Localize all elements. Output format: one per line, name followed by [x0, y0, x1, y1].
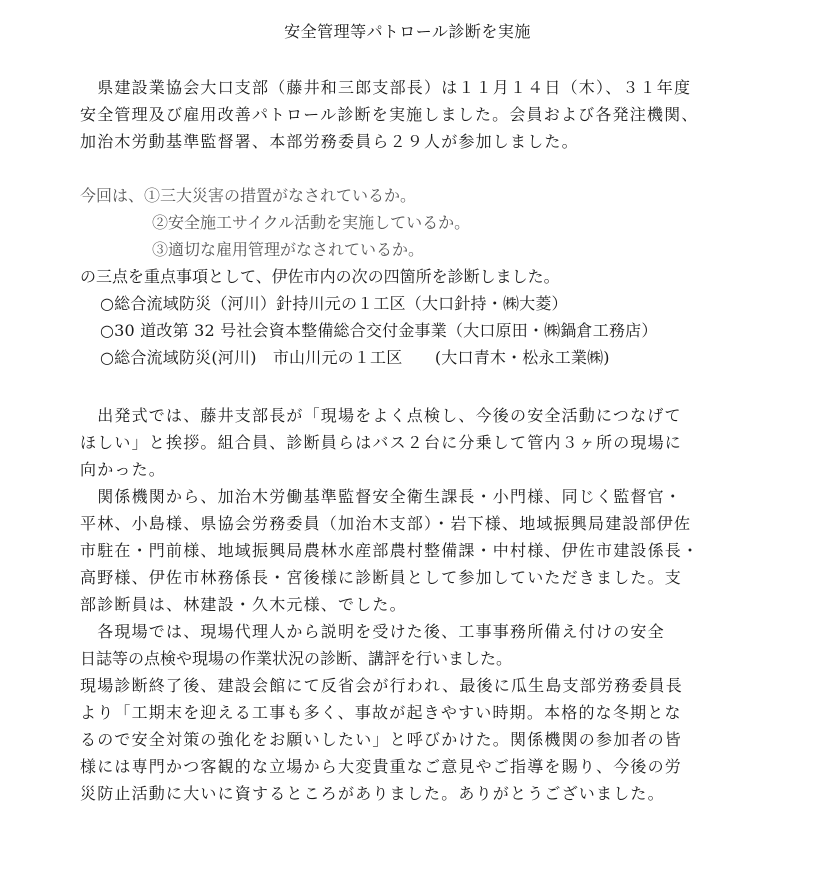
site-item: ○総合流域防災（河川）針持川元の１工区（大口針持・㈱大菱）	[100, 294, 568, 313]
focus-summary: の三点を重点事項として、伊佐市内の次の四箇所を診断しました。	[80, 267, 560, 286]
body-line: るので安全対策の強化をお願いしたい」と呼びかけた。関係機関の参加者の皆	[80, 730, 683, 749]
body-line: 日誌等の点検や現場の作業状況の診断、講評を行いました。	[80, 649, 513, 668]
body-line: 各現場では、現場代理人から説明を受けた後、工事事務所備え付けの安全	[80, 622, 665, 641]
body-line: 現場診断終了後、建設会館にて反省会が行われ、最後に瓜生島支部労務委員長	[80, 676, 683, 695]
body-line: 災防止活動に大いに資するところがありました。ありがとうございました。	[80, 784, 665, 803]
focus-point: 今回は、①三大災害の措置がなされているか。	[80, 186, 417, 205]
body-line: 平林、小島様、県協会労務委員（加治木支部）・岩下様、地域振興局建設部伊佐	[80, 514, 692, 533]
body-line: 関係機関から、加治木労働基準監督安全衛生課長・小門様、同じく監督官・	[80, 487, 683, 506]
body-line: 様には専門かつ客観的な立場から大変貴重なご意見やご指導を賜り、今後の労	[80, 757, 683, 776]
body-line: 出発式では、藤井支部長が「現場をよく点検し、今後の安全活動につなげて	[80, 406, 682, 425]
body-line: 部診断員は、林建設・久木元様、でした。	[80, 595, 407, 614]
focus-point: ②安全施工サイクル活動を実施しているか。	[152, 213, 471, 232]
body-line: 高野様、伊佐市林務係長・宮後様に診断員として参加していただきました。支	[80, 568, 683, 587]
site-item: ○30 道改第 32 号社会資本整備総合交付金事業（大口原田・㈱鍋倉工務店）	[100, 321, 658, 340]
intro-line: 安全管理及び雇用改善パトロール診断を実施しました。会員および各発注機関、	[80, 105, 699, 124]
document-title: 安全管理等パトロール診断を実施	[284, 22, 531, 41]
intro-line: 県建設業協会大口支部（藤井和三郎支部長）は１１月１４日（木）、３１年度	[80, 78, 692, 97]
intro-line: 加治木労動基準監督署、本部労務委員ら２９人が参加しました。	[80, 132, 579, 151]
body-line: 市駐在・門前様、地域振興局農林水産部農村整備課・中村様、伊佐市建設係長・	[80, 541, 700, 560]
body-line: 向かった。	[80, 460, 167, 479]
focus-point: ③適切な雇用管理がなされているか。	[152, 240, 425, 259]
body-line: より「工期末を迎える工事も多く、事故が起きやすい時期。本格的な冬期とな	[80, 703, 682, 722]
body-line: ほしい」と挨拶。組合員、診断員らはバス２台に分乗して管内３ヶ所の現場に	[80, 433, 683, 452]
site-item: ○総合流域防災(河川) 市山川元の１工区 (大口青木・松永工業㈱)	[100, 348, 610, 367]
